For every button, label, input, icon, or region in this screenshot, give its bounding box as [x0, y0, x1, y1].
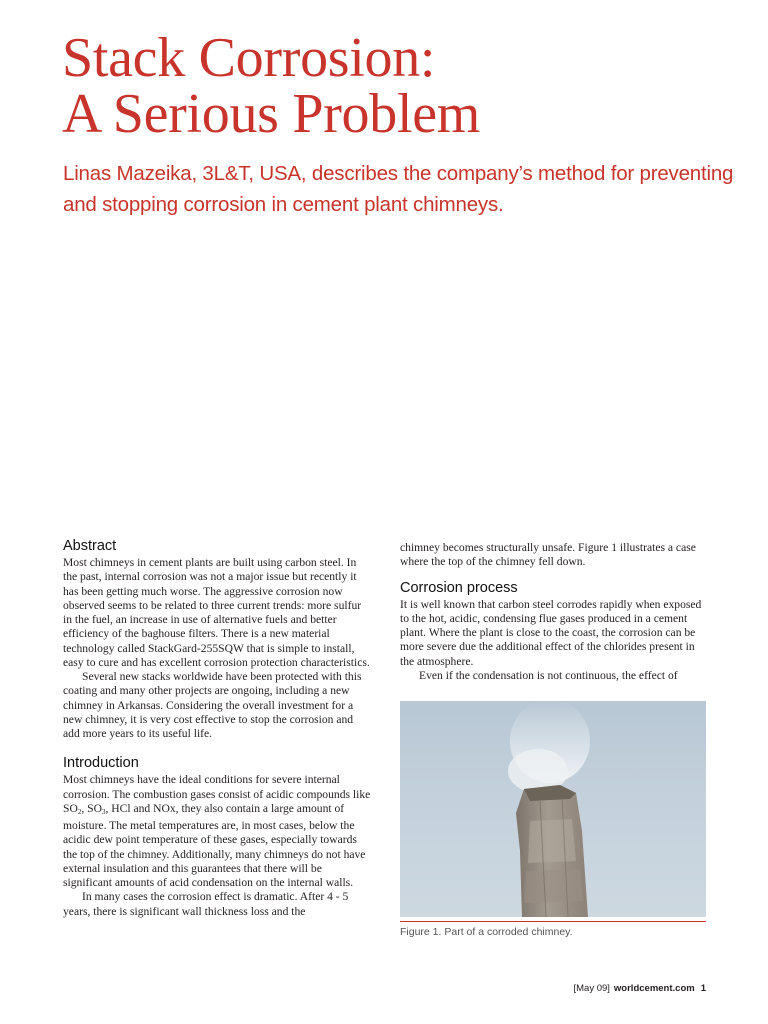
- page-footer: [573, 983, 706, 994]
- introduction-heading: Introduction: [63, 755, 139, 772]
- title-line-2: A Serious Problem: [62, 83, 481, 145]
- issue-date: [May 09]: [573, 983, 610, 994]
- abstract-paragraph-2: Several new stacks worldwide have been protected with this coating and many other projects are ongoing, including a new chimney in Arkansas. Considering the overall investment for a new chimney, it is very cost effective to stop the corrosion and add more years to its useful life.: [63, 670, 362, 740]
- website-link[interactable]: worldcement.com: [613, 983, 695, 994]
- so2-subscript: 2: [77, 807, 82, 816]
- corroded-chimney-photo: [400, 701, 706, 917]
- figure-caption: Figure 1. Part of a corroded chimney.: [400, 926, 573, 938]
- abstract-heading: Abstract: [63, 538, 117, 554]
- corrosion-paragraph-2: Even if the condensation is not continuous, the effect of: [419, 668, 678, 682]
- article-subtitle: Linas Mazeika, 3L&T, USA, describes the company’s method for preventing and stopping corrosion in cement plant chimneys.: [63, 162, 734, 216]
- corrosion-process-heading: Corrosion process: [400, 579, 518, 596]
- chimney-illustration: [400, 701, 706, 917]
- introduction-paragraph-2-continued: chimney becomes structurally unsafe. Figure 1 illustrates a case where the top of the chimney fell down.: [400, 541, 696, 569]
- article-title: [62, 27, 722, 145]
- abstract-paragraph-1: Most chimneys in cement plants are built using carbon steel. In the past, internal corrosion was not a major issue but recently it has been getting much worse. The aggressive corrosion now observed seems to be related to three current trends: more sulfur in the fuel, an increase in use of alternative fuels and better efficiency of the baghouse filters. There is a new material technology called StackGard-255SQW that is simple to install, easy to cure and has excellent corrosion protection characteristics.: [63, 556, 370, 669]
- left-column: [63, 536, 371, 919]
- figure-rule: [400, 921, 706, 922]
- so3-subscript: 3: [101, 807, 106, 816]
- page-number: 1: [700, 983, 706, 994]
- title-line-1: Stack Corrosion:: [62, 27, 436, 89]
- introduction-paragraph-2: In many cases the corrosion effect is dramatic. After 4 - 5 years, there is significant wall thickness loss and the: [63, 890, 349, 918]
- introduction-paragraph-1: Most chimneys have the ideal conditions for severe internal corrosion. The combustion gases consist of acidic compounds like $SO_2$, $SO_3$, HCl and NOx, they also contain a large amount of moisture. The metal temperatures are, in most cases, below the acidic dew point temperature of these gases, especially towards the top of the chimney. Additionally, many chimneys do not have external insulation and this guarantees that there will be significant amounts of acid condensation on the internal walls.: [63, 773, 371, 889]
- right-column: [400, 541, 708, 683]
- corrosion-paragraph-1: It is well known that carbon steel corrodes rapidly when exposed to the hot, acidic, condensing flue gases produced in a cement plant. Where the plant is close to the coast, the corrosion can be more severe due the additional effect of the chlorides present in the atmosphere.: [400, 597, 702, 668]
